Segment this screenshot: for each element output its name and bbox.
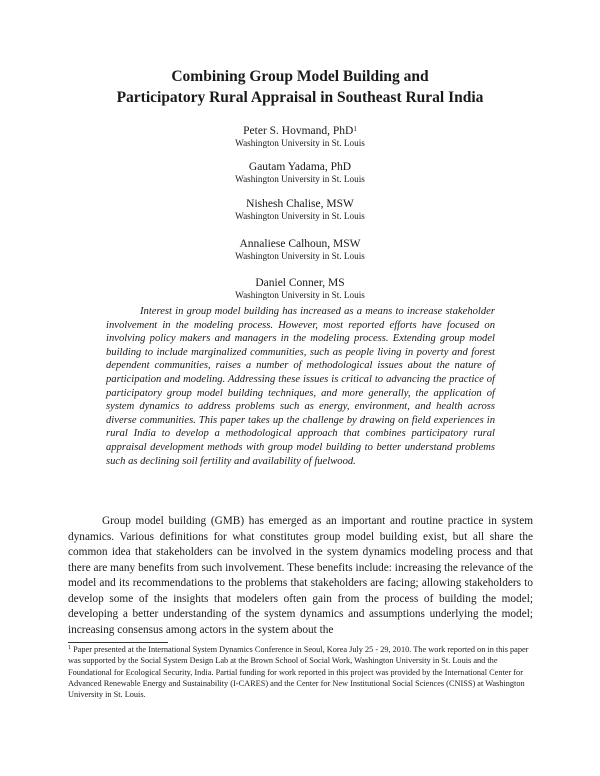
author-name: Gautam Yadama, PhD	[248, 161, 352, 173]
author-name: Nishesh Chalise, MSW	[246, 198, 354, 210]
author-name	[0, 124, 600, 138]
author-affiliation: Washington University in St. Louis	[235, 290, 365, 300]
author-name: Daniel Conner, MS	[255, 277, 345, 289]
author-affiliation: Washington University in St. Louis	[235, 138, 365, 148]
author-block	[0, 276, 600, 301]
author-affiliation: Washington University in St. Louis	[235, 211, 365, 221]
paper-title-line-2: Participatory Rural Appraisal in Southeast Rural India	[116, 89, 484, 106]
author-name-text: Peter S. Hovmand, PhD	[243, 125, 354, 137]
footnote	[68, 644, 533, 700]
footnote-marker: 1	[353, 125, 357, 133]
author-block	[0, 160, 600, 185]
author-affiliation: Washington University in St. Louis	[235, 251, 365, 261]
author-block	[0, 124, 600, 149]
paper-title-line-1: Combining Group Model Building and	[171, 68, 429, 85]
footnote-text: Paper presented at the International System Dynamics Conference in Seoul, Korea July 25 - 29, 2010. The work reported on in this paper was supported by the Social System Design Lab at the Brown School of Social Work, Washington University in St. Louis and the Foundational for Ecological Security, India. Partial funding for work reported in this project was provided by the International Center for Advanced Renewable Energy and Sustainability (I-CARES) and the Center for New Institutional Social Sciences (CNISS) at Washington University in St. Louis.	[68, 645, 529, 700]
body-paragraph: Group model building (GMB) has emerged as an important and routine practice in system dynamics. Various definitions for what constitutes group model building exist, but all share the common idea that stakeholders can be involved in the system dynamics modeling process and that there are many benefits from such involvement. These benefits include: increasing the relevance of the model and its recommendations to the problems that stakeholders are facing; allowing stakeholders to develop some of the insights that modelers often gain from the process of building the model; developing a better understanding of the system dynamics and assumptions underlying the model; increasing consensus among actors in the system about the	[68, 515, 533, 636]
author-block	[0, 237, 600, 262]
footnote-separator	[68, 642, 168, 643]
author-name: Annaliese Calhoun, MSW	[239, 238, 361, 250]
footnote-mark: 1	[68, 645, 71, 651]
author-block	[0, 197, 600, 222]
abstract: Interest in group model building has increased as a means to increase stakeholder involvement in the modeling process. However, most reported efforts have focused on involving policy makers and managers in the modeling process. Extending group model building to include marginalized communities, such as people living in poverty and forest dependent communities, raises a number of methodological issues about the nature of participation and modeling. Addressing these issues is critical to advancing the practice of participatory group model building techniques, and more generally, the application of system dynamics to address problems such as energy, environment, and health across diverse communities. This paper takes up the challenge by drawing on field experiences in rural India to develop a methodological approach that combines participatory rural appraisal development methods with group model building to better understand problems such as declining soil fertility and availability of fuelwood.	[106, 306, 495, 467]
author-affiliation: Washington University in St. Louis	[235, 174, 365, 184]
